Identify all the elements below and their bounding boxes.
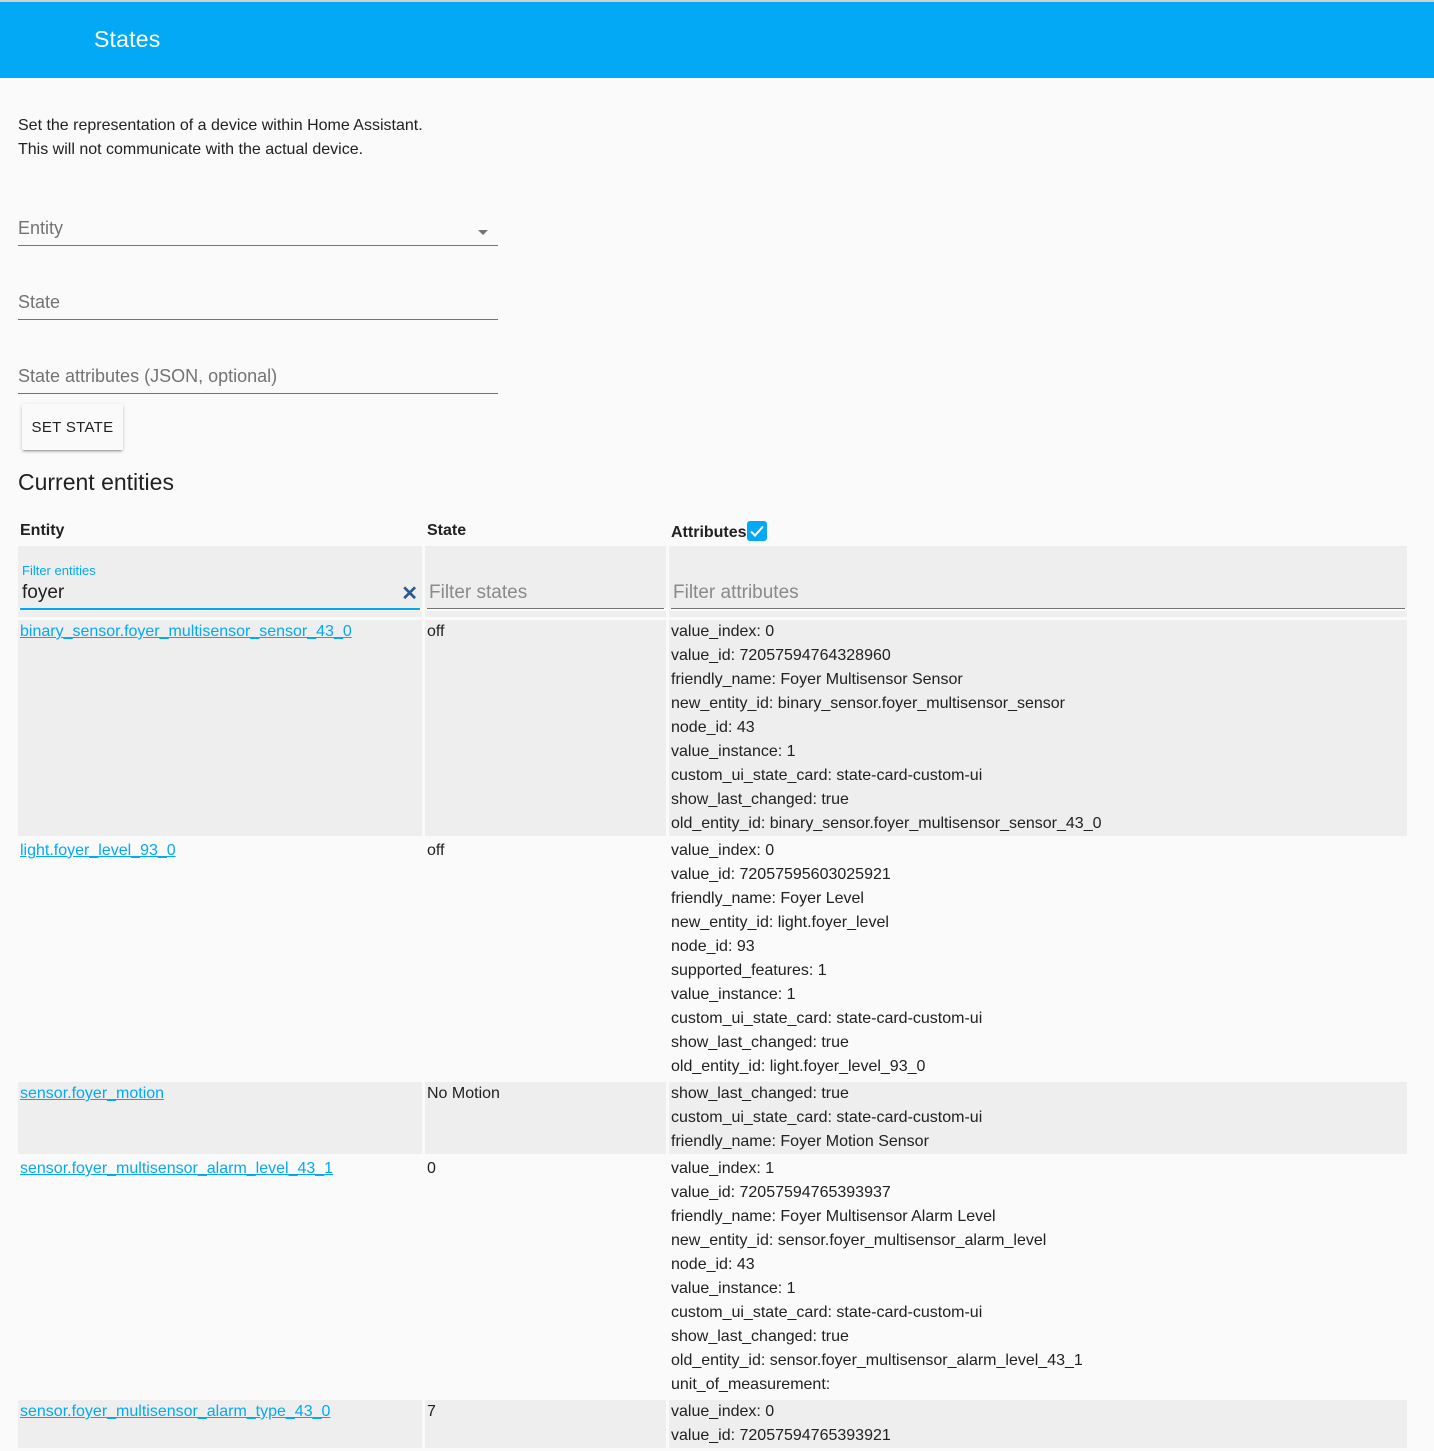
attribute-line: value_instance: 1 <box>671 743 796 760</box>
attribute-line: show_last_changed: true <box>671 1085 849 1102</box>
state-cell: off <box>425 839 666 1079</box>
entity-cell <box>18 620 422 836</box>
entity-dropdown-label: Entity <box>18 218 64 238</box>
attribute-line: custom_ui_state_card: state-card-custom-ui <box>671 767 983 784</box>
entity-link[interactable]: binary_sensor.foyer_multisensor_sensor_43_0 <box>20 623 352 640</box>
attribute-line: value_instance: 1 <box>671 1280 796 1297</box>
attribute-line: supported_features: 1 <box>671 962 827 979</box>
table-row <box>18 1157 1407 1397</box>
table-header-row <box>18 519 1407 543</box>
column-header-state: State <box>427 522 467 539</box>
attribute-line: new_entity_id: light.foyer_level <box>671 914 889 931</box>
attribute-line: value_instance: 1 <box>671 986 796 1003</box>
entity-link[interactable]: light.foyer_level_93_0 <box>20 842 176 859</box>
attribute-line: old_entity_id: binary_sensor.foyer_multisensor_sensor_43_0 <box>671 815 1102 832</box>
state-input-label: State <box>18 292 61 312</box>
entity-cell <box>18 1400 422 1448</box>
state-cell: No Motion <box>425 1082 666 1154</box>
attribute-line: old_entity_id: light.foyer_level_93_0 <box>671 1058 926 1075</box>
attribute-line: show_last_changed: true <box>671 791 849 808</box>
attribute-line: node_id: 93 <box>671 938 755 955</box>
entities-table <box>15 516 1410 1451</box>
attribute-line: value_id: 72057594765393937 <box>671 1184 891 1201</box>
checkmark-icon <box>749 523 765 539</box>
attribute-line: unit_of_measurement: <box>671 1376 831 1393</box>
attribute-line: custom_ui_state_card: state-card-custom-ui <box>671 1304 983 1321</box>
table-row <box>18 1400 1407 1448</box>
state-filter-underline <box>427 608 664 609</box>
attribute-line: friendly_name: Foyer Level <box>671 890 864 907</box>
column-header-attributes <box>669 519 1407 543</box>
attribute-line: value_index: 0 <box>671 1403 775 1420</box>
filter-spacer-row <box>18 611 1407 617</box>
entity-link[interactable]: sensor.foyer_multisensor_alarm_level_43_1 <box>20 1160 334 1177</box>
attribute-line: friendly_name: Foyer Motion Sensor <box>671 1133 929 1150</box>
page-title: States <box>94 26 161 52</box>
state-cell: off <box>425 620 666 836</box>
attributes-header-label: Attributes <box>671 523 747 541</box>
table-row <box>18 1082 1407 1154</box>
entity-filter-label: Filter entities <box>22 563 96 578</box>
state-attributes-input[interactable] <box>18 353 498 394</box>
current-entities-heading: Current entities <box>18 469 174 495</box>
attributes-toggle-checkbox[interactable] <box>747 521 767 541</box>
intro-line-2: This will not communicate with the actual device. <box>18 141 364 158</box>
attribute-line: value_index: 1 <box>671 1160 775 1177</box>
attribute-line: friendly_name: Foyer Multisensor Alarm Level <box>671 1208 996 1225</box>
attribute-line: friendly_name: Foyer Multisensor Sensor <box>671 671 963 688</box>
attribute-line: custom_ui_state_card: state-card-custom-ui <box>671 1010 983 1027</box>
attribute-line: new_entity_id: sensor.foyer_multisensor_alarm_level <box>671 1232 1047 1249</box>
intro-line-1: Set the representation of a device within Home Assistant. <box>18 117 423 134</box>
attribute-line: custom_ui_state_card: state-card-custom-ui <box>671 1109 983 1126</box>
attributes-filter-underline <box>671 608 1405 609</box>
table-row <box>18 620 1407 836</box>
attributes-cell <box>669 839 1407 1079</box>
column-header-entity: Entity <box>20 522 65 539</box>
attribute-line: show_last_changed: true <box>671 1328 849 1345</box>
attributes-cell <box>669 1157 1407 1397</box>
attribute-line: node_id: 43 <box>671 719 755 736</box>
entity-cell <box>18 1082 422 1154</box>
attribute-line: value_index: 0 <box>671 842 775 859</box>
entity-dropdown[interactable] <box>18 205 498 246</box>
entity-link[interactable]: sensor.foyer_motion <box>20 1085 165 1102</box>
app-toolbar <box>0 2 1434 78</box>
attributes-filter-input[interactable] <box>671 578 1405 608</box>
attribute-line: value_id: 72057594765393921 <box>671 1427 891 1444</box>
filter-row <box>18 546 1407 608</box>
attribute-line: old_entity_id: sensor.foyer_multisensor_alarm_level_43_1 <box>671 1352 1083 1369</box>
attribute-line: node_id: 43 <box>671 1256 755 1273</box>
entity-cell <box>18 1157 422 1397</box>
attributes-cell <box>669 1400 1407 1448</box>
entity-link[interactable]: sensor.foyer_multisensor_alarm_type_43_0 <box>20 1403 331 1420</box>
attribute-line: value_id: 72057595603025921 <box>671 866 891 883</box>
state-filter-cell <box>425 546 666 608</box>
attributes-filter-cell <box>669 546 1407 608</box>
entity-cell <box>18 839 422 1079</box>
set-state-button[interactable]: SET STATE <box>22 404 123 450</box>
chevron-down-icon[interactable] <box>478 230 488 235</box>
state-cell: 7 <box>425 1400 666 1448</box>
table-row <box>18 839 1407 1079</box>
attributes-cell <box>669 1082 1407 1154</box>
attribute-line: new_entity_id: binary_sensor.foyer_multisensor_sensor <box>671 695 1065 712</box>
state-input[interactable] <box>18 279 498 320</box>
state-filter-input[interactable] <box>427 578 664 608</box>
entity-filter-underline <box>20 608 420 610</box>
attribute-line: value_index: 0 <box>671 623 775 640</box>
entity-filter-cell <box>18 546 422 608</box>
attribute-line: value_id: 72057594764328960 <box>671 647 891 664</box>
state-cell: 0 <box>425 1157 666 1397</box>
state-attributes-label: State attributes (JSON, optional) <box>18 366 278 386</box>
entity-filter-input[interactable] <box>20 578 420 608</box>
intro-text <box>18 114 423 162</box>
attribute-line: show_last_changed: true <box>671 1034 849 1051</box>
attributes-cell <box>669 620 1407 836</box>
clear-filter-icon[interactable]: ✕ <box>401 583 418 605</box>
